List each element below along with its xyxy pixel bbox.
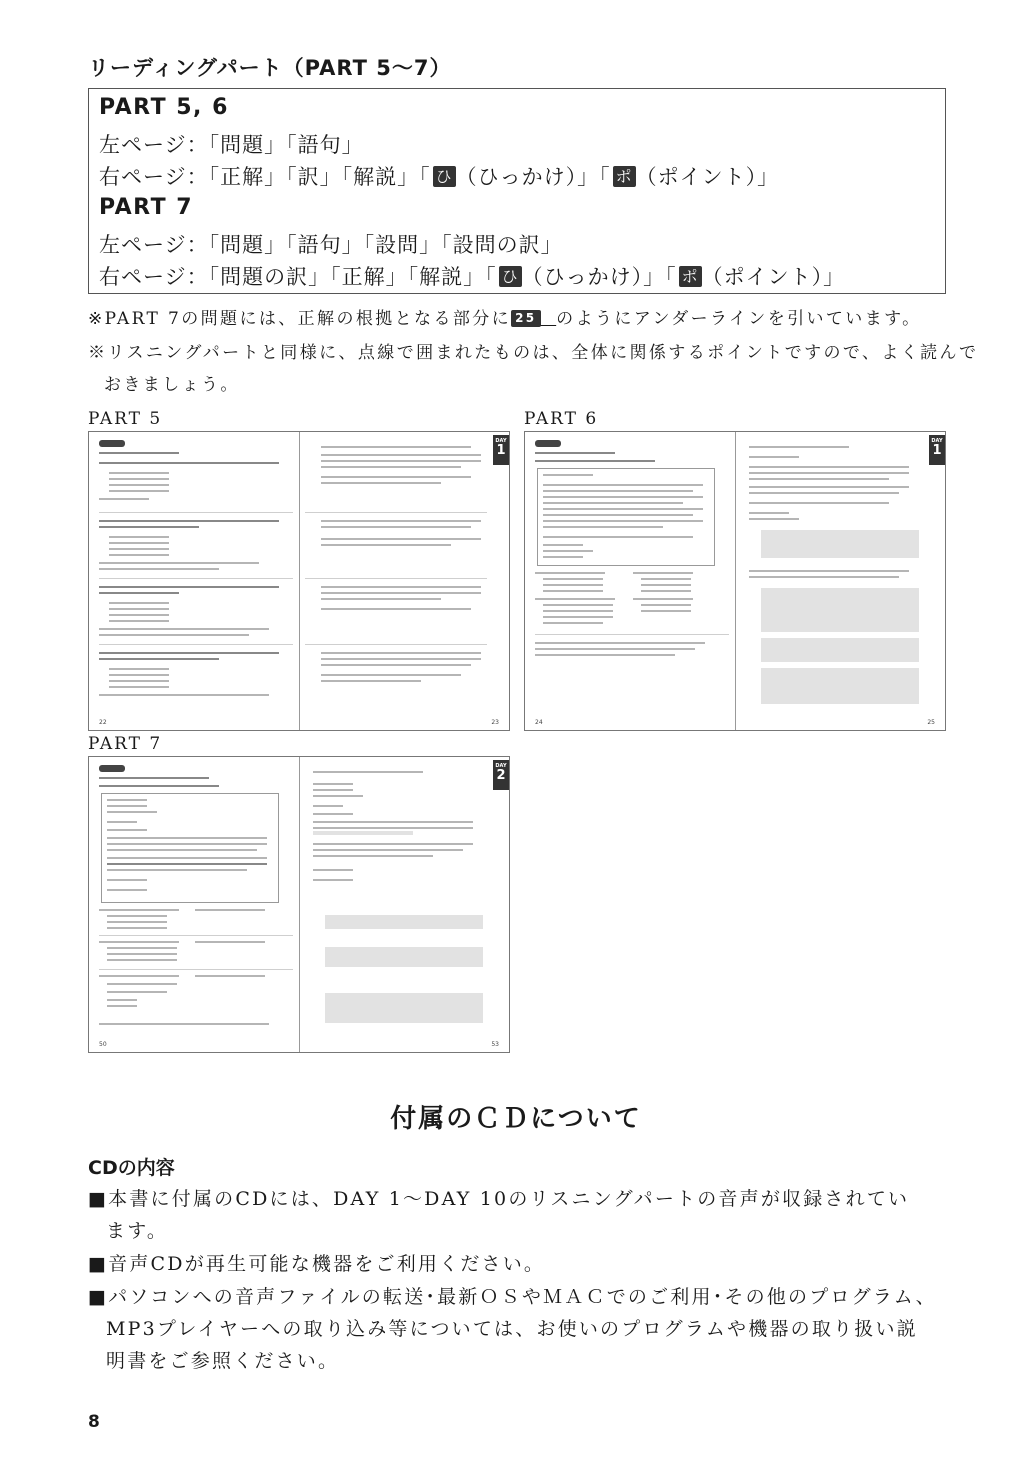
part7-left-page [89, 757, 300, 1052]
part5-left-page [89, 432, 300, 730]
part6-right-page-number: 25 [927, 719, 935, 726]
cd-section-title: 付属のＣＤについて [390, 1104, 642, 1134]
note1-sample [511, 309, 556, 329]
part5-right-page-number: 23 [491, 719, 499, 726]
cd-item3-line3: 明書をご参照ください。 [106, 1350, 340, 1372]
legend-box [88, 88, 946, 294]
part5-spread-thumbnail [88, 431, 510, 731]
point-badge-icon: ポ [679, 266, 702, 287]
cd-item3-line2: MP3プレイヤーへの取り込み等については、お使いのプログラムや機器の取り扱い説 [106, 1318, 918, 1340]
part7-right-prefix: 右ページ：「問題の訳」「正解」「解説」「 [99, 265, 497, 289]
part6-left-page [525, 432, 736, 730]
page-number: 8 [88, 1412, 100, 1432]
part5-label: PART 5 [88, 409, 163, 429]
part56-right-prefix: 右ページ：「正解」「訳」「解説」「 [99, 165, 431, 189]
section-title: リーディングパート（PART 5～7） [88, 56, 452, 80]
cd-contents-heading: CDの内容 [88, 1157, 175, 1179]
part56-left-page-line: 左ページ：「問題」「語句」 [99, 133, 364, 157]
part5-day-tab: DAY 1 [493, 435, 509, 465]
part5-left-page-number: 22 [99, 719, 107, 726]
note-dotted-line2: おきましょう。 [104, 375, 240, 395]
cd-item2: ■音声CDが再生可能な機器をご利用ください。 [88, 1253, 546, 1275]
part7-right-page-line [99, 261, 845, 291]
part5-right-page [299, 432, 509, 730]
note-underline [88, 304, 922, 329]
part7-left-page-line: 左ページ：「問題」「語句」「設問」「設問の訳」 [99, 233, 563, 257]
point-text: （ポイント）」 [635, 165, 780, 189]
part56-heading: PART 5, 6 [99, 95, 229, 120]
part7-label: PART 7 [88, 734, 163, 754]
cd-item1-line2: ます。 [106, 1220, 169, 1242]
part7-left-page-number: 50 [99, 1041, 107, 1048]
part56-right-page-line [99, 161, 779, 191]
note1-prefix: ※PART 7の問題には、正解の根拠となる部分に [88, 309, 512, 329]
part6-right-page [735, 432, 945, 730]
part7-day-tab: DAY 2 [493, 760, 509, 790]
part7-right-page-number: 53 [491, 1041, 499, 1048]
point-text: （ポイント）」 [701, 265, 846, 289]
note1-suffix: のようにアンダーラインを引いています。 [556, 309, 922, 329]
cd-item1-line1: ■本書に付属のCDには、DAY 1～DAY 10のリスニングパートの音声が収録されてい [88, 1188, 910, 1210]
part7-heading: PART 7 [99, 195, 194, 220]
part6-spread-thumbnail [524, 431, 946, 731]
part7-right-page [299, 757, 509, 1052]
hikkake-text: （ひっかけ）」「 [455, 165, 611, 189]
hikkake-badge-icon: ひ [433, 166, 456, 187]
part6-day-tab: DAY 1 [929, 435, 945, 465]
note-dotted-line1: ※リスニングパートと同様に、点線で囲まれたものは、全体に関係するポイントですので、よく読んで [88, 343, 979, 363]
part6-label: PART 6 [524, 409, 599, 429]
cd-item3-line1: ■パソコンへの音声ファイルの転送･最新ＯＳやＭＡＣでのご利用･その他のプログラム、 [88, 1286, 937, 1308]
hikkake-badge-icon: ひ [499, 266, 522, 287]
point-badge-icon: ポ [613, 166, 636, 187]
part7-spread-thumbnail [88, 756, 510, 1053]
number-badge-icon: 25 [511, 310, 541, 327]
part6-left-page-number: 24 [535, 719, 543, 726]
hikkake-text: （ひっかけ）」「 [521, 265, 677, 289]
